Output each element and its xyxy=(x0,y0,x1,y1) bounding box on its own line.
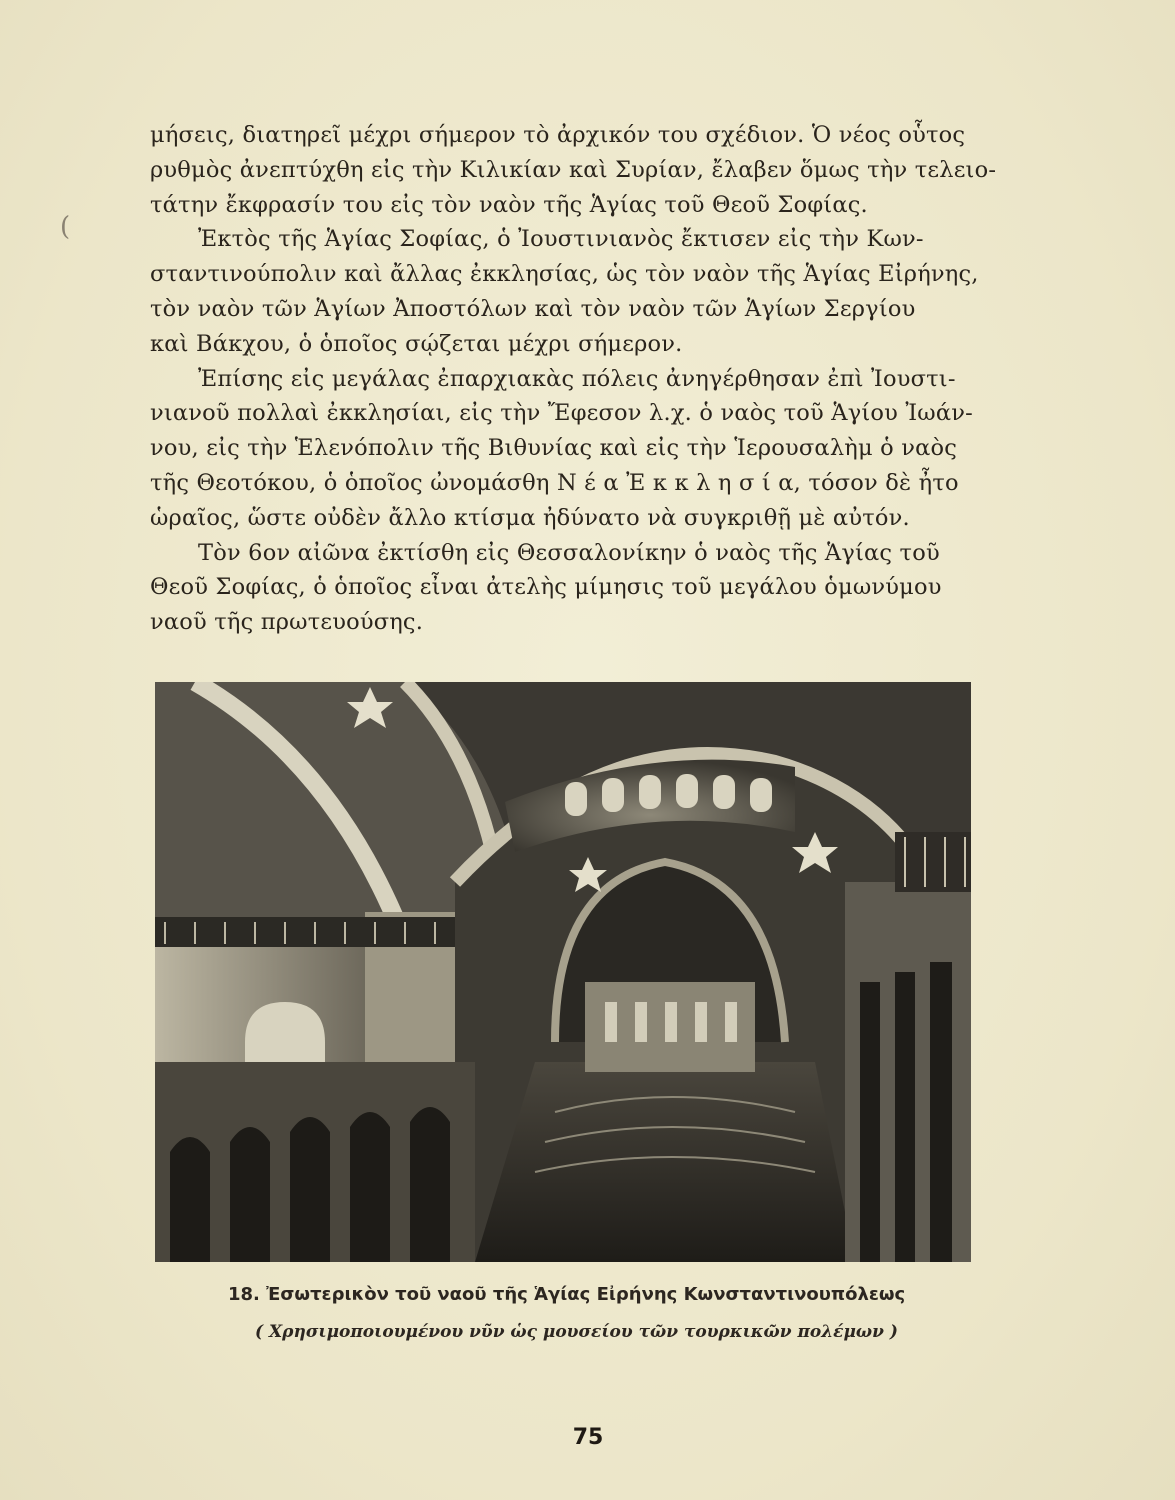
church-interior-photo xyxy=(155,682,971,1262)
body-line: Ἐπίσης εἰς μεγάλας ἐπαρχιακὰς πόλεις ἀνηγέρθησαν ἐπὶ Ἰουστι- xyxy=(198,365,956,392)
body-line: Θεοῦ Σοφίας, ὁ ὁποῖος εἶναι ἀτελὴς μίμησις τοῦ μεγάλου ὁμωνύμου xyxy=(150,574,942,601)
body-text xyxy=(150,118,997,640)
body-line: Ἐκτὸς τῆς Ἁγίας Σοφίας, ὁ Ἰουστινιανὸς ἔκτισεν εἰς τὴν Κων- xyxy=(198,226,924,253)
body-line: ναοῦ τῆς πρωτευούσης. xyxy=(150,609,424,636)
body-line: τὸν ναὸν τῶν Ἁγίων Ἀποστόλων καὶ τὸν ναὸν τῶν Ἁγίων Σεργίου xyxy=(150,295,916,322)
body-line: τῆς Θεοτόκου, ὁ ὁποῖος ὠνομάσθη Ν έ α Ἐ κ κ λ η σ ί α, τόσον δὲ ἦτο xyxy=(150,469,959,496)
body-line: σταντινούπολιν καὶ ἄλλας ἐκκλησίας, ὡς τὸν ναὸν τῆς Ἁγίας Εἰρήνης, xyxy=(150,261,979,288)
body-line: νιανοῦ πολλαὶ ἐκκλησίαι, εἰς τὴν Ἔφεσον λ.χ. ὁ ναὸς τοῦ Ἁγίου Ἰωάν- xyxy=(150,400,973,427)
body-line: ὡραῖος, ὥστε οὐδὲν ἄλλο κτίσμα ἠδύνατο νὰ συγκριθῇ μὲ αὐτόν. xyxy=(150,504,910,531)
body-line: μήσεις, διατηρεῖ μέχρι σήμερον τὸ ἀρχικόν του σχέδιον. Ὁ νέος οὗτος xyxy=(150,122,966,148)
figure-caption: 18. Ἐσωτερικὸν τοῦ ναοῦ τῆς Ἁγίας Εἰρήνης Κωνσταντινουπόλεως xyxy=(228,1284,906,1305)
body-line: νου, εἰς τὴν Ἑλενόπολιν τῆς Βιθυνίας καὶ εἰς τὴν Ἱερουσαλὴμ ὁ ναὸς xyxy=(150,435,958,462)
body-line: τάτην ἔκφρασίν του εἰς τὸν ναὸν τῆς Ἁγίας τοῦ Θεοῦ Σοφίας. xyxy=(150,191,868,218)
body-line: Τὸν 6ον αἰῶνα ἐκτίσθη εἰς Θεσσαλονίκην ὁ ναὸς τῆς Ἁγίας τοῦ xyxy=(198,539,940,566)
body-line: καὶ Βάκχου, ὁ ὁποῖος σῴζεται μέχρι σήμερον. xyxy=(150,330,683,357)
page-number: 75 xyxy=(572,1425,604,1450)
margin-mark: ( xyxy=(60,212,71,242)
figure-subcaption: ( Χρησιμοποιουμένου νῦν ὡς μουσείου τῶν τουρκικῶν πολέμων ) xyxy=(255,1322,898,1342)
body-line: ρυθμὸς ἀνεπτύχθη εἰς τὴν Κιλικίαν καὶ Συρίαν, ἔλαβεν ὅμως τὴν τελειο- xyxy=(150,156,997,183)
